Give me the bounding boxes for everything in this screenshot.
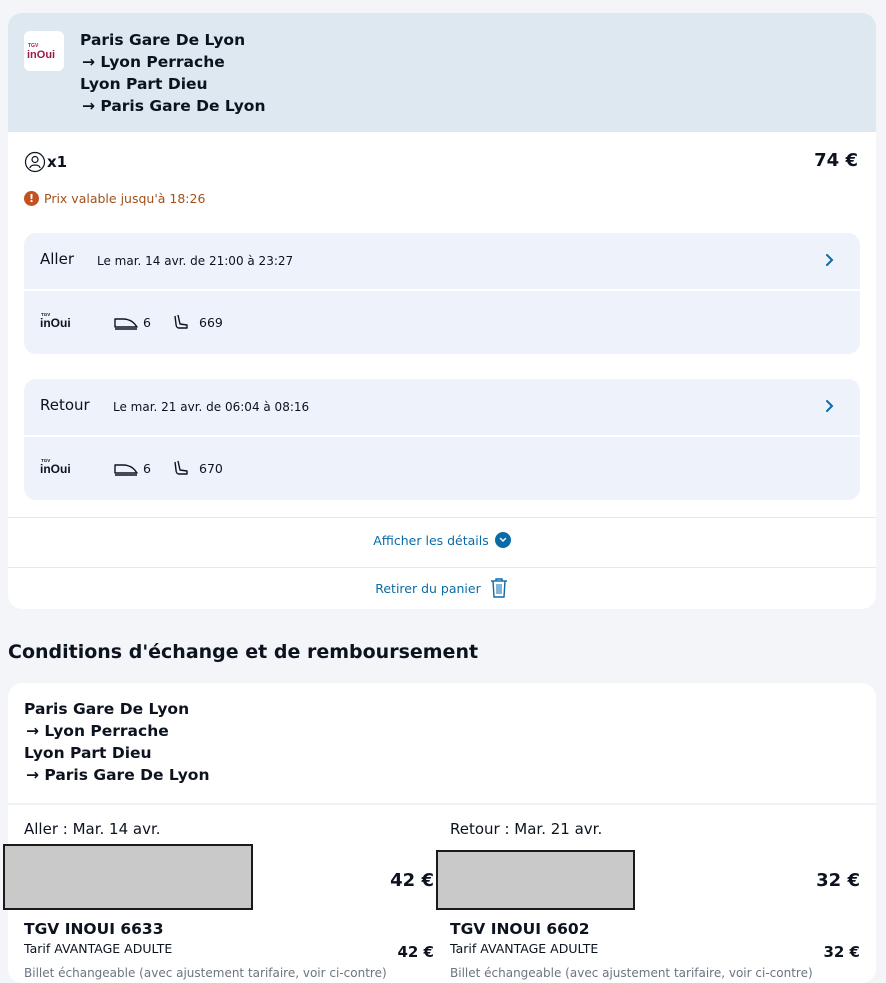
trash-icon bbox=[489, 577, 509, 599]
remove-from-cart-label: Retirer du panier bbox=[375, 580, 481, 596]
svg-text:TGV: TGV bbox=[41, 458, 51, 463]
seat-icon bbox=[174, 459, 190, 477]
outbound-tariff: Tarif AVANTAGE ADULTE bbox=[24, 941, 173, 956]
price-validity bbox=[24, 191, 205, 206]
segment-return-label: Retour bbox=[40, 396, 90, 414]
route-origin-2: Lyon Part Dieu bbox=[24, 744, 152, 762]
show-details-link[interactable] bbox=[8, 532, 876, 548]
return-price: 32 € bbox=[816, 870, 860, 891]
seat-icon bbox=[174, 313, 190, 331]
divider bbox=[8, 517, 876, 518]
svg-text:TGV: TGV bbox=[41, 312, 51, 317]
seat-number: 669 bbox=[199, 315, 223, 330]
segment-outbound-header[interactable] bbox=[24, 233, 860, 291]
coach-icon bbox=[114, 461, 138, 477]
trip-header bbox=[8, 13, 876, 132]
divider bbox=[8, 567, 876, 568]
conditions-title: Conditions d'échange et de remboursement bbox=[8, 641, 479, 663]
outbound-tariff-price: 42 € bbox=[397, 943, 434, 961]
segment-outbound-label: Aller bbox=[40, 250, 74, 268]
divider bbox=[8, 803, 876, 805]
outbound-price: 42 € bbox=[390, 870, 434, 891]
passenger-count bbox=[24, 151, 67, 173]
return-tariff: Tarif AVANTAGE ADULTE bbox=[450, 941, 599, 956]
coach-number: 6 bbox=[143, 461, 151, 476]
route-dest-1: → Lyon Perrache bbox=[26, 722, 169, 740]
conditions-card bbox=[8, 683, 876, 983]
outbound-train: TGV INOUI 6633 bbox=[24, 920, 164, 938]
show-details-label: Afficher les détails bbox=[373, 532, 489, 548]
segment-outbound-info bbox=[24, 291, 860, 354]
passenger-count-text: x1 bbox=[47, 153, 68, 171]
segment-return-info bbox=[24, 437, 860, 500]
remove-from-cart-link[interactable] bbox=[8, 577, 876, 599]
chevron-right-icon[interactable] bbox=[822, 250, 838, 270]
chevron-right-icon[interactable] bbox=[822, 396, 838, 416]
tgv-inoui-logo-small bbox=[40, 311, 82, 331]
return-train: TGV INOUI 6602 bbox=[450, 920, 590, 938]
route-origin-1: Paris Gare De Lyon bbox=[24, 700, 190, 718]
trip-route bbox=[80, 29, 266, 117]
outbound-date: Aller : Mar. 14 avr. bbox=[24, 820, 161, 838]
coach-number: 6 bbox=[143, 315, 151, 330]
conditions-route bbox=[24, 698, 210, 786]
seat-number: 670 bbox=[199, 461, 223, 476]
route-dest-2: → Paris Gare De Lyon bbox=[26, 766, 210, 784]
route-dest-1: → Lyon Perrache bbox=[82, 53, 225, 71]
chevron-down-icon bbox=[495, 532, 511, 548]
return-fine-print: Billet échangeable (avec ajustement tarifaire, voir ci-contre) bbox=[450, 966, 813, 980]
svg-text:inOui: inOui bbox=[40, 316, 71, 330]
route-origin-1: Paris Gare De Lyon bbox=[80, 31, 246, 49]
passenger-icon bbox=[24, 151, 46, 173]
tgv-inoui-logo-small bbox=[40, 457, 82, 477]
segment-outbound-date: Le mar. 14 avr. de 21:00 à 23:27 bbox=[97, 254, 294, 268]
svg-text:inOui: inOui bbox=[27, 49, 56, 61]
return-date: Retour : Mar. 21 avr. bbox=[450, 820, 603, 838]
warning-icon: ! bbox=[24, 191, 39, 206]
tgv-inoui-logo bbox=[24, 31, 64, 71]
trip-card bbox=[8, 13, 876, 609]
route-dest-2: → Paris Gare De Lyon bbox=[82, 97, 266, 115]
segment-return-header[interactable] bbox=[24, 379, 860, 437]
trip-price: 74 € bbox=[814, 150, 858, 171]
segment-return bbox=[24, 379, 860, 500]
outbound-fine-print: Billet échangeable (avec ajustement tarifaire, voir ci-contre) bbox=[24, 966, 387, 980]
svg-text:TGV: TGV bbox=[28, 43, 39, 49]
route-origin-2: Lyon Part Dieu bbox=[80, 75, 208, 93]
segment-return-date: Le mar. 21 avr. de 06:04 à 08:16 bbox=[113, 400, 310, 414]
redaction-box bbox=[436, 850, 635, 910]
svg-text:inOui: inOui bbox=[40, 462, 71, 476]
return-tariff-price: 32 € bbox=[823, 943, 860, 961]
coach-icon bbox=[114, 315, 138, 331]
redaction-box bbox=[3, 844, 253, 910]
price-validity-text: Prix valable jusqu'à 18:26 bbox=[44, 191, 206, 206]
segment-outbound bbox=[24, 233, 860, 354]
